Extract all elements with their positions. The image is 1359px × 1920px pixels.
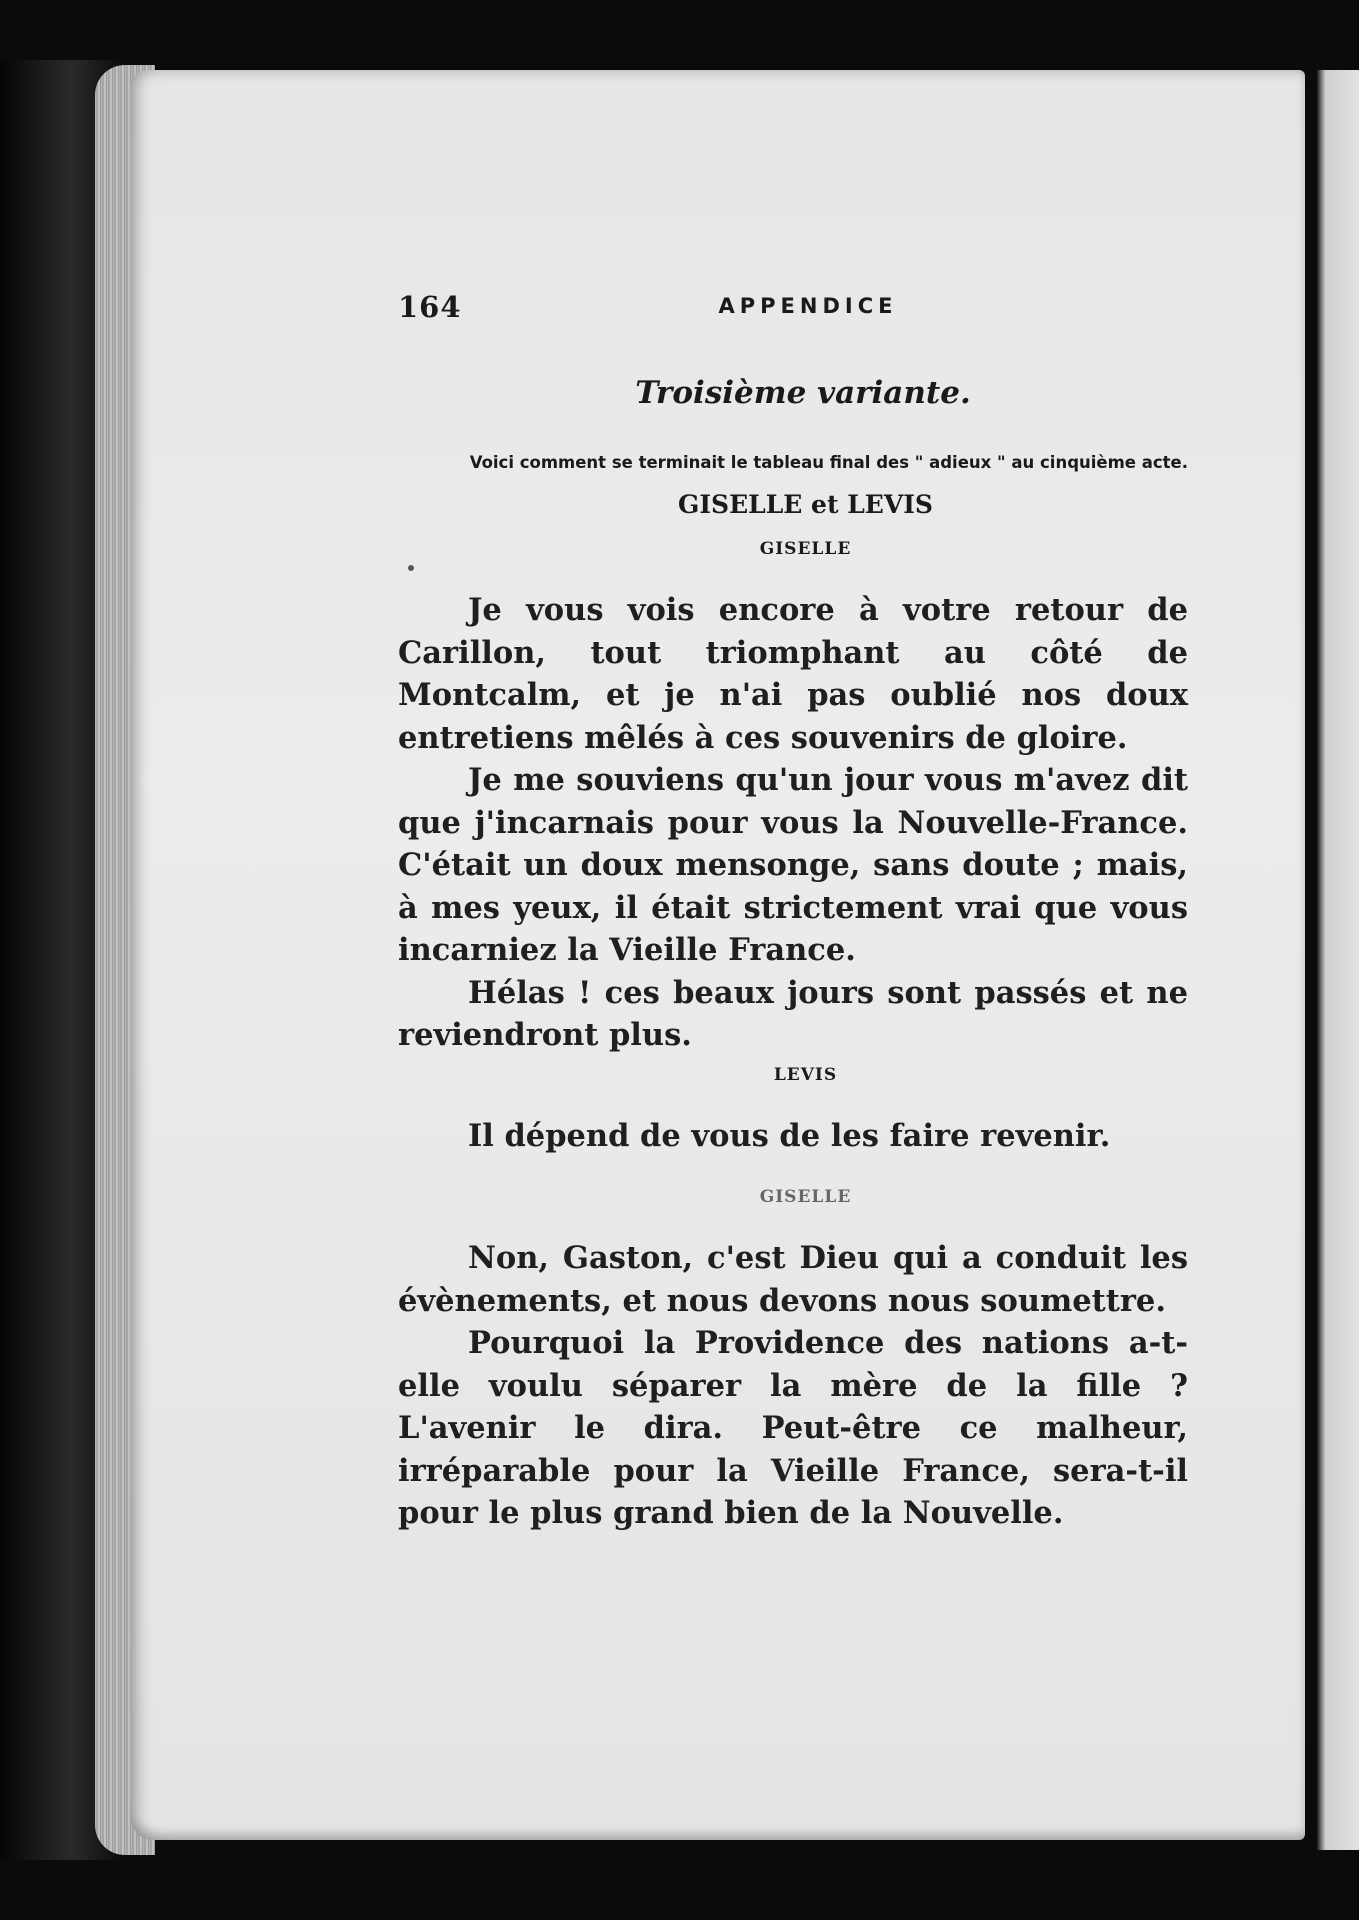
running-title: APPENDICE: [718, 294, 898, 318]
dialogue-paragraph: Hélas ! ces beaux jours sont passés et ne reviendront plus.: [398, 974, 1188, 1053]
speaker-name: LEVIS: [773, 1064, 838, 1085]
page-number: 164: [398, 290, 462, 324]
speaker-name: GISELLE: [759, 539, 852, 559]
characters-heading: GISELLE et LEVIS: [677, 490, 933, 519]
dialogue-paragraph: Non, Gaston, c'est Dieu qui a conduit les évènements, et nous devons nous soumettre.: [398, 1240, 1188, 1319]
facing-page-edge: [1317, 70, 1359, 1850]
dialogue-paragraph: Je me souviens qu'un jour vous m'avez dit que j'incarnais pour vous la Nouvelle-France. C'était un doux mensonge, sans doute ; mais, à mes yeux, il était strictement vrai que vous incarniez la Vieille France.: [398, 762, 1188, 968]
speaker-name: GISELLE: [759, 1187, 852, 1207]
stage-note: Voici comment se terminait le tableau final des " adieux " au cinquième acte.: [469, 453, 1188, 472]
dialogue-paragraph: Je vous vois encore à votre retour de Carillon, tout triomphant au côté de Montcalm, et je n'ai pas oublié nos doux entretiens mêlés à ces souvenirs de gloire.: [398, 592, 1188, 756]
dialogue-paragraph: Il dépend de vous de les faire revenir.: [468, 1117, 1111, 1154]
page-text: [398, 280, 1188, 1535]
running-head: [398, 280, 1188, 330]
dialogue-paragraph: Pourquoi la Providence des nations a-t-elle voulu séparer la mère de la fille ? L'avenir le dira. Peut-être ce malheur, irréparable pour la Vieille France, sera-t-il pour le plus grand bien de la Nouvelle.: [398, 1325, 1188, 1531]
section-title: Troisième variante.: [635, 375, 971, 411]
